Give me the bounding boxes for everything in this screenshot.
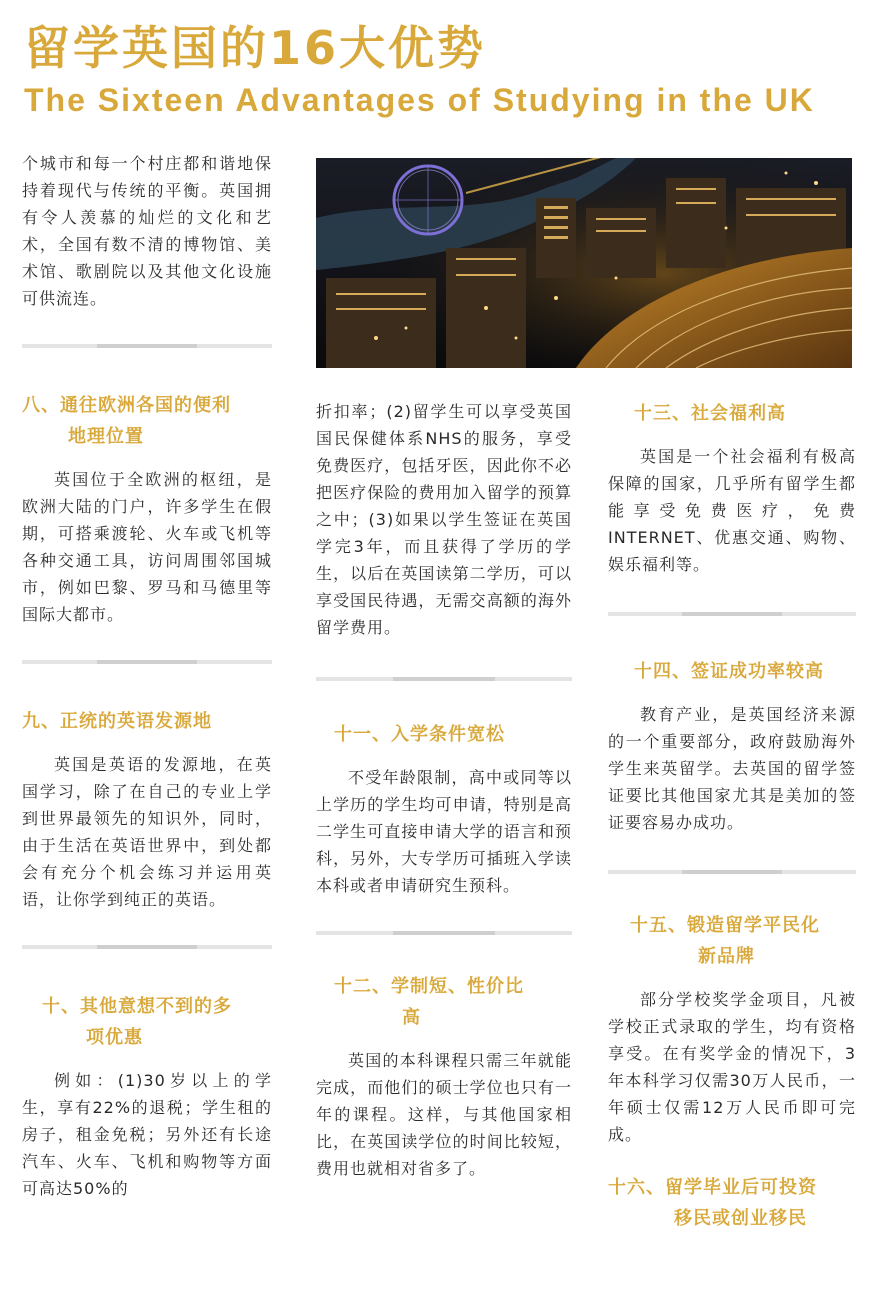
column-left [22, 150, 272, 1202]
london-night-aerial-photo [316, 158, 852, 368]
section-divider [22, 344, 272, 348]
section-12-title-line1: 十二、学制短、性价比 [334, 976, 524, 997]
section-9-body: 英国是英语的发源地，在英国学习，除了在自己的专业上学到世界最领先的知识外，同时，由于生活在英语世界中，到处都会有充分个机会练习并运用英语，让你学到纯正的英语。 [22, 755, 272, 909]
section-10-body: 例如：(1)30岁以上的学生，享有22%的退税；学生租的房子，租金免税；另外还有长途汽车、火车、飞机和购物等方面可高达50%的 [22, 1071, 272, 1198]
section-14-title-line1: 十四、签证成功率较高 [634, 661, 824, 682]
section-10-title-line1: 十、其他意想不到的多 [42, 996, 232, 1017]
section-12-heading [316, 971, 572, 1033]
section-divider [608, 612, 856, 616]
section-15-title-line2: 新品牌 [698, 946, 755, 967]
section-10-continued-body: 折扣率；(2)留学生可以享受英国国民保健体系NHS的服务，享受免费医疗，包括牙医，因此你不必把医疗保险的费用加入留学的预算之中；(3)如果以学生签证在英国学完3年，而且获得了学历的学生，以后在英国读第二学历，可以享受国民待遇，无需交高额的海外留学费用。 [316, 402, 572, 637]
section-8-body: 英国位于全欧洲的枢纽，是欧洲大陆的门户，许多学生在假期，可搭乘渡轮、火车或飞机等各种交通工具，访问周围邻国城市，例如巴黎、罗马和马德里等国际大都市。 [22, 470, 272, 624]
london-night-photo-illustration [316, 158, 852, 368]
section-15-heading [608, 910, 856, 972]
page-title-en: The Sixteen Advantages of Studying in the UK [24, 82, 815, 118]
section-11-title-line1: 十一、入学条件宽松 [334, 724, 505, 745]
section-13-body: 英国是一个社会福利有极高保障的国家，几乎所有留学生都能享受免费医疗，免费INTERNET、优惠交通、购物、娱乐福利等。 [608, 447, 856, 574]
section-11-body: 不受年龄限制，高中或同等以上学历的学生均可申请，特别是高二学生可直接申请大学的语言和预科，另外，大专学历可插班入学读本科或者申请研究生预科。 [316, 768, 572, 895]
section-10-heading [22, 991, 272, 1053]
section-14-heading [608, 656, 856, 687]
column-middle [316, 398, 572, 1182]
section-12-body: 英国的本科课程只需三年就能完成，而他们的硕士学位也只有一年的课程。这样，与其他国家相比，在英国读学位的时间比较短，费用也就相对省多了。 [316, 1051, 572, 1178]
intro-paragraph: 个城市和每一个村庄都和谐地保持着现代与传统的平衡。英国拥有令人羡慕的灿烂的文化和艺术，全国有数不清的博物馆、美术馆、歌剧院以及其他文化设施可供流连。 [22, 154, 272, 308]
section-9-title-line1: 九、正统的英语发源地 [22, 711, 212, 732]
section-divider [316, 677, 572, 681]
section-13-heading [608, 398, 856, 429]
section-15-body: 部分学校奖学金项目，凡被学校正式录取的学生，均有资格享受。在有奖学金的情况下，3年本科学习仅需30万人民币，一年硕士仅需12万人民币即可完成。 [608, 990, 856, 1144]
section-divider [608, 870, 856, 874]
section-15-title-line1: 十五、锻造留学平民化 [630, 915, 820, 936]
section-divider [22, 660, 272, 664]
section-8-heading [22, 390, 272, 452]
section-13-title-line1: 十三、社会福利高 [634, 403, 786, 424]
section-11-heading [316, 719, 572, 750]
section-8-title-line2: 地理位置 [68, 426, 144, 447]
page-title-cn: 留学英国的16大优势 [24, 21, 487, 75]
section-divider [22, 945, 272, 949]
section-divider [316, 931, 572, 935]
section-14-body: 教育产业，是英国经济来源的一个重要部分，政府鼓励海外学生来英留学。去英国的留学签证要比其他国家尤其是美加的签证要容易办成功。 [608, 705, 856, 832]
section-16-title-line1: 十六、留学毕业后可投资 [608, 1177, 817, 1198]
section-16-title-line2: 移民或创业移民 [674, 1208, 807, 1229]
section-16-heading [608, 1172, 856, 1234]
section-8-title-line1: 八、通往欧洲各国的便利 [22, 395, 231, 416]
section-12-title-line2: 高 [402, 1007, 421, 1028]
section-9-heading [22, 706, 272, 737]
section-10-title-line2: 项优惠 [86, 1027, 143, 1048]
column-right [608, 398, 856, 1234]
